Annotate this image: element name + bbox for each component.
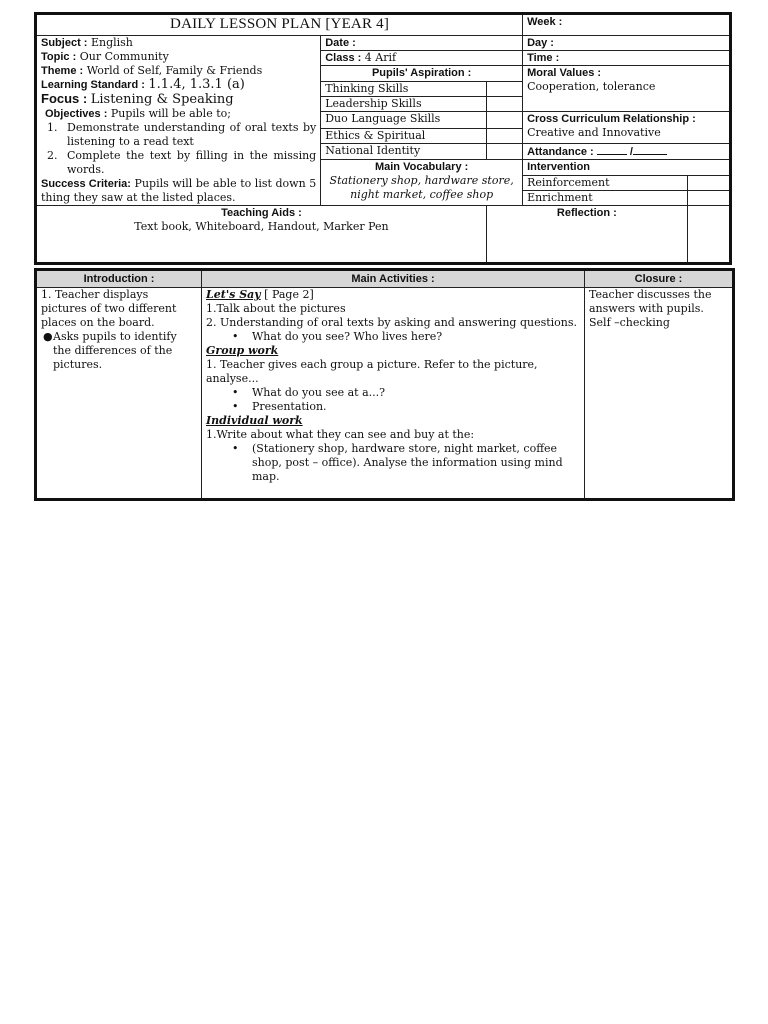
- main-step-2: 2. Understanding of oral texts by asking and answering questions.: [206, 316, 578, 329]
- individual-work-step: 1.Write about what they can see and buy at the:: [206, 428, 475, 441]
- aspiration-item: Duo Language Skills: [321, 112, 487, 128]
- list-item: ● Asks pupils to identify the differences of the pictures.: [43, 330, 177, 371]
- list-item: • Presentation.: [232, 400, 327, 413]
- learning-standard-value: 1.1.4, 1.3.1 (a): [148, 77, 245, 92]
- group-work-bullets: [206, 386, 580, 414]
- lets-say-page: [ Page 2]: [264, 288, 314, 301]
- attendance-present-blank[interactable]: [597, 144, 627, 155]
- objective-item: 1. Demonstrate understanding of oral texts by listening to a read text: [47, 121, 317, 148]
- success-criteria-label: Success Criteria:: [41, 178, 131, 190]
- main-vocabulary-heading: Main Vocabulary :: [374, 160, 469, 173]
- teaching-aids-cell: [36, 206, 487, 264]
- attendance-label: Attandance :: [527, 145, 594, 158]
- introduction-text: 1. Teacher displays pictures of two different places on the board.: [41, 288, 177, 329]
- week-label: Week :: [527, 16, 563, 28]
- time-field: Time :: [523, 51, 731, 66]
- date-field: Date :: [321, 36, 523, 51]
- enrichment-label: Enrichment: [523, 191, 688, 206]
- theme-value: World of Self, Family & Friends: [86, 64, 263, 77]
- cross-curriculum-cell: [523, 112, 731, 143]
- aspiration-item: Thinking Skills: [321, 82, 487, 97]
- moral-values-cell: [523, 66, 731, 112]
- topic-value: Our Community: [79, 50, 169, 63]
- main-vocabulary-text: Stationery shop, hardware store, night market, coffee shop: [329, 173, 514, 201]
- focus-value: Listening & Speaking: [90, 92, 234, 107]
- group-work-step: 1. Teacher gives each group a picture. Refer to the picture, analyse...: [206, 358, 538, 385]
- main-bullets: [206, 330, 580, 344]
- attendance-field: Attandance : /: [523, 143, 731, 159]
- success-criteria-value: Pupils will be able to list down 5 thing they saw at the listed places.: [41, 177, 317, 204]
- lesson-plan-header-table: [34, 12, 732, 265]
- aspiration-checkbox[interactable]: [486, 82, 522, 97]
- lesson-details: [36, 36, 321, 206]
- lets-say-label: Let's Say: [206, 288, 261, 301]
- reflection-cell: [486, 206, 687, 264]
- introduction-cell: [36, 288, 202, 500]
- objective-item: 2. Complete the text by filling in the missing words.: [47, 149, 317, 176]
- main-vocabulary-cell: [321, 159, 523, 205]
- class-value: 4 Arif: [364, 51, 397, 64]
- subject-label: Subject :: [41, 37, 88, 49]
- lesson-plan-sheet: [34, 12, 732, 501]
- objectives-intro: Pupils will be able to;: [110, 107, 231, 120]
- aspiration-checkbox[interactable]: [486, 128, 522, 143]
- objectives-list: [41, 121, 316, 177]
- attendance-total-blank[interactable]: [633, 144, 667, 155]
- group-work-label: Group work: [206, 344, 279, 357]
- individual-work-bullets: [206, 442, 580, 484]
- aspiration-checkbox[interactable]: [486, 112, 522, 128]
- introduction-bullets: [41, 330, 197, 372]
- topic-label: Topic :: [41, 51, 77, 63]
- reinforcement-label: Reinforcement: [523, 176, 688, 191]
- list-item: • What do you see at a...?: [232, 386, 386, 399]
- main-step-1: 1.Talk about the pictures: [206, 302, 346, 315]
- enrichment-box[interactable]: [687, 191, 730, 206]
- teaching-aids-heading: Teaching Aids :: [221, 207, 302, 219]
- aspiration-item: Leadership Skills: [321, 97, 487, 112]
- reinforcement-box[interactable]: [687, 176, 730, 191]
- pupils-aspiration-heading: Pupils' Aspiration :: [321, 66, 523, 82]
- learning-standard-label: Learning Standard :: [41, 79, 145, 91]
- list-item: • (Stationery shop, hardware store, night market, coffee shop, post – office). Analyse the information using mind map.: [232, 442, 563, 483]
- main-activities-cell: [202, 288, 585, 500]
- list-item: • What do you see? Who lives here?: [232, 330, 443, 343]
- class-field: [321, 51, 523, 66]
- subject-value: English: [90, 36, 133, 49]
- activities-table: [34, 268, 735, 501]
- cross-curriculum-value: Creative and Innovative: [527, 126, 661, 140]
- class-label: Class :: [325, 52, 362, 64]
- focus-label: Focus :: [41, 91, 88, 106]
- teaching-aids-text: Text book, Whiteboard, Handout, Marker Pen: [134, 220, 389, 233]
- main-activities-heading: Main Activities :: [202, 270, 585, 288]
- closure-cell: [585, 288, 734, 500]
- moral-values-label: Moral Values :: [527, 67, 602, 79]
- closure-heading: Closure :: [585, 270, 734, 288]
- reflection-label: Reflection :: [556, 207, 617, 219]
- page-title: DAILY LESSON PLAN [YEAR 4]: [36, 14, 523, 36]
- week-field: [523, 14, 731, 36]
- cross-curriculum-label: Cross Curriculum Relationship :: [527, 113, 696, 126]
- closure-text: Teacher discusses the answers with pupils. Self –checking: [589, 288, 712, 329]
- day-field: Day :: [523, 36, 731, 51]
- individual-work-label: Individual work: [206, 414, 303, 427]
- moral-values-value: Cooperation, tolerance: [527, 80, 656, 93]
- aspiration-checkbox[interactable]: [486, 143, 522, 159]
- aspiration-item: Ethics & Spiritual: [321, 128, 487, 143]
- objectives-label: Objectives :: [45, 108, 108, 120]
- theme-label: Theme :: [41, 65, 84, 77]
- intervention-label: Intervention: [523, 159, 731, 175]
- aspiration-item: National Identity: [321, 143, 487, 159]
- introduction-heading: Introduction :: [36, 270, 202, 288]
- aspiration-checkbox[interactable]: [486, 97, 522, 112]
